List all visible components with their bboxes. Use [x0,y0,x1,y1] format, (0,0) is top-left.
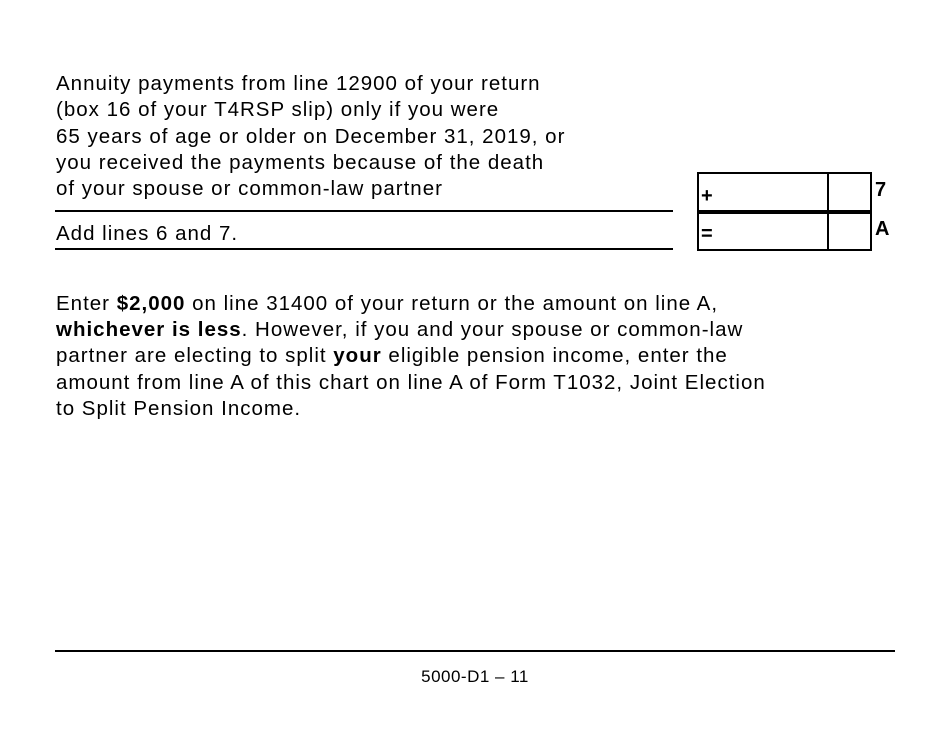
line7-text-2: (box 16 of your T4RSP slip) only if you were [56,98,500,121]
your-emphasis: your [333,344,382,367]
instruction-line-3: partner are electing to split your eligible pension income, enter the [56,344,728,367]
line7-underline [55,210,673,212]
lineA-text: Add lines 6 and 7. [56,222,239,245]
instruction-line-1: Enter $2,000 on line 31400 of your return or the amount on line A, [56,292,719,315]
line7-text-5: of your spouse or common-law partner [56,177,443,200]
lineA-number: A [875,218,890,240]
instruction-line-4: amount from line A of this chart on line A of Form T1032, Joint Election [56,371,766,394]
whichever-is-less: whichever is less [56,318,242,341]
equals-sign: = [701,223,713,245]
lineA-amount-box[interactable] [697,210,872,251]
line7-text-4: you received the payments because of the death [56,151,545,174]
plus-sign: + [701,185,713,207]
instruction-line-2: whichever is less. However, if you and your spouse or common-law [56,318,744,341]
amount-2000: $2,000 [116,292,186,315]
page-number: 5000-D1 – 11 [421,667,529,686]
instruction-line-5: to Split Pension Income. [56,397,302,420]
line7-text-3: 65 years of age or older on December 31, 2019, or [56,125,566,148]
line7-number: 7 [875,179,887,201]
line7-amount-box[interactable] [697,172,872,214]
footer-rule [55,650,895,652]
lineA-underline [55,248,673,250]
line7-text-1: Annuity payments from line 12900 of your return [56,72,541,95]
